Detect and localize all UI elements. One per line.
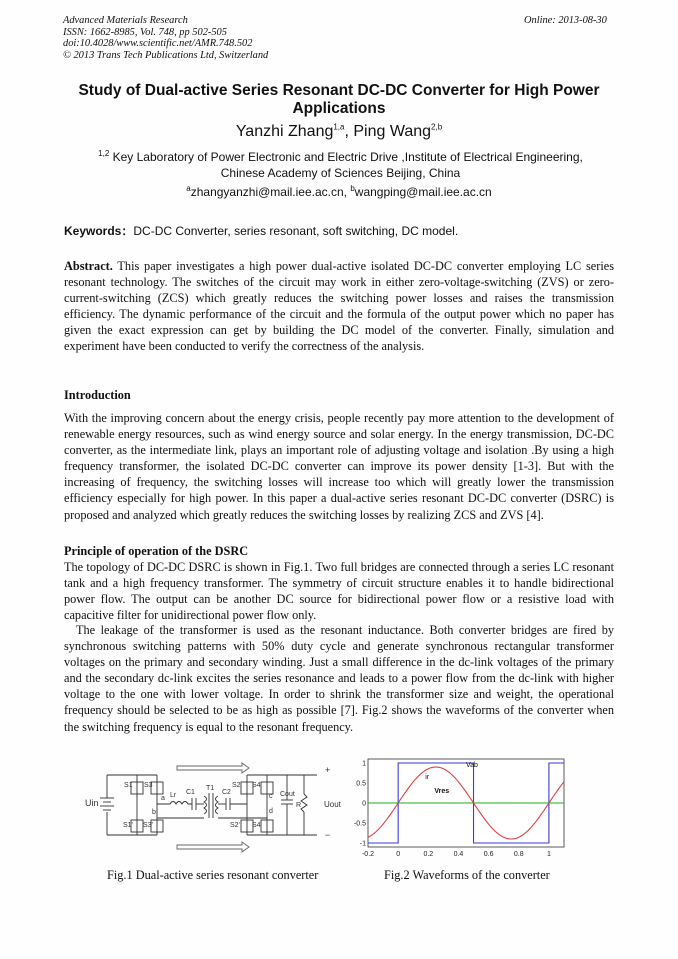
authors <box>0 123 678 141</box>
x-tick-label: 1 <box>546 851 551 858</box>
keywords <box>64 222 458 239</box>
label-cout: Cout <box>280 791 295 798</box>
journal-name: Advanced Materials Research <box>63 15 188 26</box>
label-b: b <box>152 809 156 816</box>
author-1-sup: 1,a <box>333 122 345 132</box>
issn: ISSN: 1662-8985, Vol. 748, pp 502-505 <box>63 26 227 38</box>
fig1-circuit-diagram <box>82 760 354 855</box>
label-s3: S3 <box>144 782 153 789</box>
label-a: a <box>161 795 165 802</box>
power-flow-arrow-bottom <box>177 842 249 852</box>
x-tick-label: 0.6 <box>483 851 494 858</box>
affiliation-sup: 1,2 <box>98 149 110 158</box>
series-vab-label: Vab <box>466 762 478 769</box>
label-lr: Lr <box>170 792 177 799</box>
label-s3p: S3' <box>143 822 153 829</box>
email-a-sup: a <box>186 184 191 193</box>
intro-heading: Introduction <box>64 388 131 402</box>
emails <box>0 185 678 199</box>
label-s2p: S2' <box>230 822 240 829</box>
resistor-r <box>301 794 307 812</box>
x-tick-label: -0.2 <box>361 851 375 858</box>
email-b: wangping@mail.iee.ac.cn <box>354 185 492 199</box>
copyright: © 2013 Trans Tech Publications Ltd, Switzerland <box>63 49 269 61</box>
principle-p2: The leakage of the transformer is used as the resonant inductance. Both converter bridges are fired by synchronous switching patterns with 50% duty cycle and generate synchronous rectangular transformer voltages on the primary and secondary winding. Just a small difference in the dc-link voltages of the primary and the secondary dc-link excites the series resonance and leads to a power flow from the dc-link with higher voltage to the one with lower voltage. In order to shrink the transformer size and weight, the operational frequency should be selected to be as high as possible [7]. Fig.2 shows the waveforms of the converter when the switching frequency is equal to the resonant frequency. <box>64 623 614 734</box>
series-vres-label: Vres <box>434 788 450 795</box>
y-tick-label: 0.5 <box>356 780 366 788</box>
y-tick-label: -1 <box>359 840 366 848</box>
series-ir-label: ir <box>425 774 430 781</box>
x-tick-label: 0 <box>396 851 401 858</box>
label-s4p: S4' <box>252 822 262 829</box>
principle-heading: Principle of operation of the DSRC <box>64 544 249 558</box>
keywords-colon: ： <box>121 224 134 238</box>
author-2-sup: 2,b <box>431 122 443 132</box>
x-tick-label: 0.4 <box>453 851 464 858</box>
paper-title: Study of Dual-active Series Resonant DC-DC Converter for High Power Applications <box>78 82 600 117</box>
label-minus: − <box>325 830 331 840</box>
keywords-label: Keywords <box>64 224 122 238</box>
author-2: Ping Wang <box>353 123 432 140</box>
label-uin: Uin <box>85 798 99 808</box>
abstract-label: Abstract. <box>64 259 113 273</box>
transformer-primary <box>204 796 207 814</box>
x-tick-label: 0.2 <box>423 851 434 858</box>
fig2-waveform-chart <box>348 755 570 863</box>
label-t1: T1 <box>206 785 215 792</box>
author-1: Yanzhi Zhang <box>235 123 334 140</box>
label-d: d <box>269 808 273 815</box>
doi: doi:10.4028/www.scientific.net/AMR.748.502 <box>63 38 253 49</box>
label-plus: + <box>325 765 331 775</box>
fig1-caption: Fig.1 Dual-active series resonant converter <box>107 868 319 882</box>
author-sep: , <box>344 123 354 140</box>
label-s4: S4 <box>252 782 261 789</box>
affiliation-line-2: Chinese Academy of Sciences Beijing, China <box>220 165 461 180</box>
affiliation-line-1: Key Laboratory of Power Electronic and Electric Drive ,Institute of Electrical Engineering, <box>109 150 583 164</box>
label-c: c <box>269 793 273 800</box>
keywords-text: DC-DC Converter, series resonant, soft switching, DC model. <box>133 224 459 238</box>
y-tick-label: 1 <box>362 760 366 768</box>
principle-p1: The topology of DC-DC DSRC is shown in Fig.1. Two full bridges are connected through a series LC resonant tank and a high frequency transformer. The symmetry of circuit structure enables it to handle bidirectional power flow. The output can be another DC source for bidirectional power flow or a resistive load with capacitive filter for unidirectional power flow only. <box>64 560 614 623</box>
abstract-text: This paper investigates a high power dual-active isolated DC-DC converter employing LC series resonant technology. The switches of the circuit may work in either zero-voltage-switching (ZVS) or zero-current-switching (ZCS) which greatly reduces the switching power losses and raises the transmission efficiency. The dynamic performance of the circuit and the formula of the output power which no paper has given the exact expression can get by building the DC model of the converter. Finally, simulation and experiment have been conducted to verify the correctness of the analysis. <box>64 259 614 354</box>
label-s1p: S1' <box>123 822 133 829</box>
email-b-sup: b <box>350 184 355 193</box>
label-c1: C1 <box>186 789 195 796</box>
transformer-secondary <box>216 796 219 814</box>
email-a: zhangyanzhi@mail.iee.ac.cn, <box>190 185 351 199</box>
y-tick-label: -0.5 <box>353 820 366 828</box>
intro-text: With the improving concern about the energy crisis, people recently pay more attention to the development of renewable energy resources, such as wind energy source and solar energy. In the energy transmission, DC-DC converter, as the intermediate link, plays an important role of adjusting voltage and isolation .By using a high frequency transformer, the isolated DC-DC converter can improve its power density [1-3]. But with the increasing of frequency, the switching losses will increase too which will greatly lower the transmission efficiency especially for high power. In this paper a dual-active series resonant DC-DC converter (DSRC) is proposed and analyzed which greatly reduces the switching losses by realizing ZCS and ZVS [4]. <box>64 411 614 522</box>
label-s1: S1 <box>124 782 133 789</box>
label-c2: C2 <box>222 789 231 796</box>
y-tick-label: 0 <box>362 800 366 808</box>
label-s2: S2 <box>232 782 241 789</box>
journal-header <box>63 15 268 61</box>
affiliation <box>63 150 618 181</box>
power-flow-arrow-top <box>177 763 249 773</box>
label-uout: Uout <box>324 800 341 809</box>
fig2-caption: Fig.2 Waveforms of the converter <box>384 868 550 882</box>
online-date: Online: 2013-08-30 <box>524 15 607 26</box>
abstract <box>64 258 614 355</box>
x-tick-label: 0.8 <box>513 851 524 858</box>
label-r: R <box>296 802 302 809</box>
